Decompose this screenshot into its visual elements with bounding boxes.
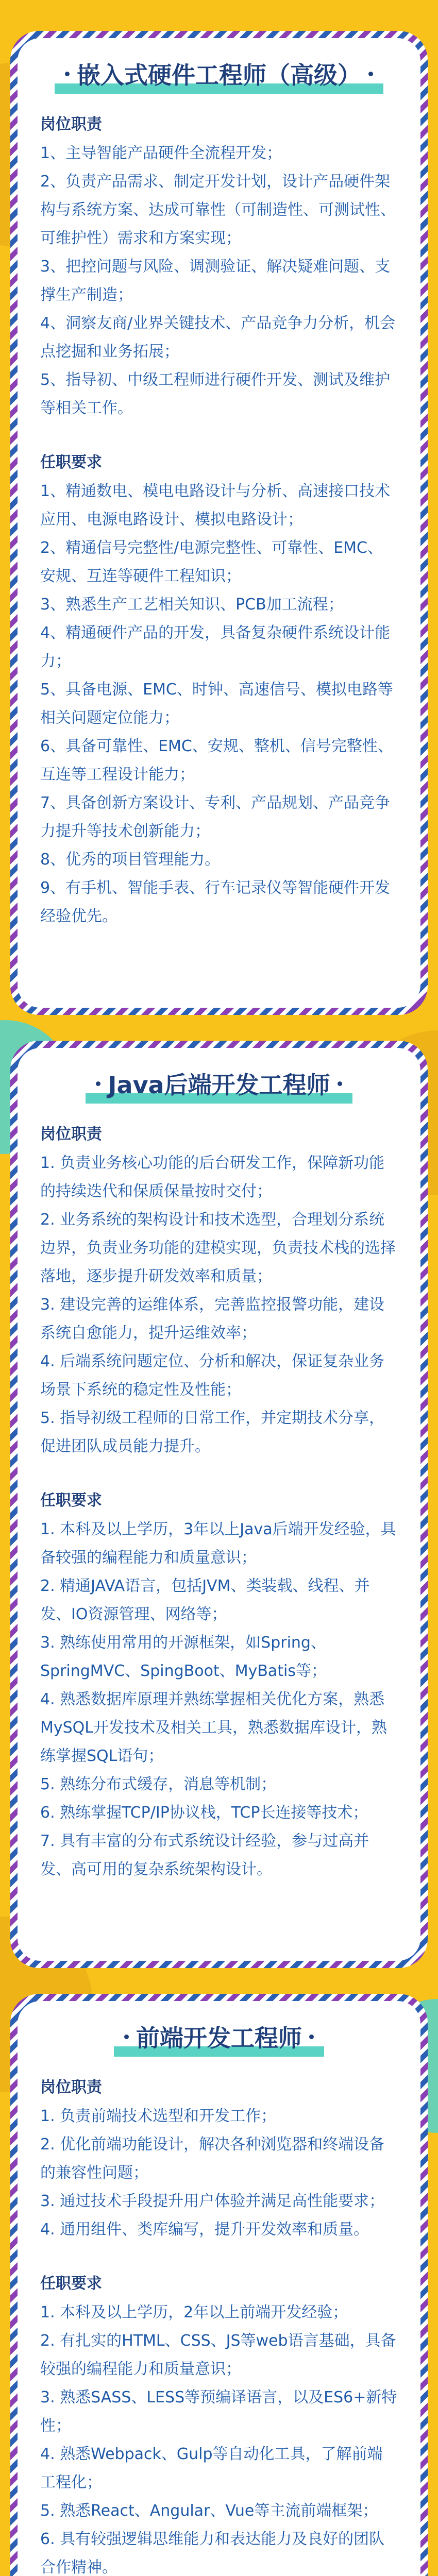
title-dot-icon <box>368 72 373 76</box>
requirement-item: 6、具备可靠性、EMC、安规、整机、信号完整性、互连等工程设计能力； <box>40 737 393 784</box>
duty-item: 2. 优化前端功能设计，解决各种浏览器和终端设备的兼容性问题； <box>40 2136 385 2182</box>
title-dot-icon <box>65 72 70 76</box>
requirement-item: 3. 熟悉SASS、LESS等预编译语言，以及ES6+新特性； <box>40 2388 397 2435</box>
duty-item: 5. 指导初级工程师的日常工作，并定期技术分享，促进团队成员能力提升。 <box>40 1409 385 1455</box>
requirement-item: 1. 本科及以上学历，2年以上前端开发经验； <box>40 2303 348 2321</box>
title-dot-icon <box>309 2035 314 2039</box>
requirement-item: 5. 熟悉React、Angular、Vue等主流前端框架； <box>40 2502 378 2520</box>
job-card-body <box>18 38 420 1008</box>
requirements-heading: 任职要求 <box>40 453 102 471</box>
duty-item: 1. 负责业务核心功能的后台研发工作，保障新功能的持续迭代和保质保量按时交付； <box>40 1154 385 1200</box>
requirement-item: 2、精通信号完整性/电源完整性、可靠性、EMC、安规、互连等硬件工程知识； <box>40 539 383 585</box>
requirement-item: 3、熟悉生产工艺相关知识、PCB加工流程； <box>40 596 344 614</box>
duty-item: 2. 业务系统的架构设计和技术选型，合理划分系统边界，负责业务功能的建模实现，负责技术栈的选择落地，逐步提升研发效率和质量； <box>40 1211 396 1285</box>
requirement-item: 9、有手机、智能手表、行车记录仪等智能硬件开发经验优先。 <box>40 879 391 925</box>
job-card-hardware <box>10 31 428 1015</box>
requirement-item: 3. 熟练使用常用的开源框架，如Spring、SpringMVC、SpingBoot、MyBatis等； <box>40 1634 327 1680</box>
requirement-item: 5、具备电源、EMC、时钟、高速信号、模拟电路等相关问题定位能力； <box>40 681 393 727</box>
requirement-item: 4. 熟悉数据库原理并熟练掌握相关优化方案，熟悉MySQL开发技术及相关工具，熟悉数据库设计，熟练掌握SQL语句； <box>40 1690 388 1765</box>
duties-heading: 岗位职责 <box>40 2078 102 2096</box>
requirement-item: 8、优秀的项目管理能力。 <box>40 851 221 869</box>
requirement-item: 4、精通硬件产品的开发，具备复杂硬件系统设计能力； <box>40 624 391 670</box>
requirement-item: 5. 熟练分布式缓存，消息等机制； <box>40 1775 277 1793</box>
requirement-item: 1. 本科及以上学历，3年以上Java后端开发经验，具备较强的编程能力和质量意识； <box>40 1520 396 1567</box>
duty-item: 3. 建设完善的运维体系，完善监控报警功能，建设系统自愈能力，提升运维效率； <box>40 1296 385 1342</box>
job-title <box>55 57 383 94</box>
job-title-text: 前端开发工程师 <box>136 2024 302 2052</box>
requirement-item: 7、具备创新方案设计、专利、产品规划、产品竞争力提升等技术创新能力； <box>40 794 391 840</box>
job-title <box>114 2020 324 2057</box>
requirement-item: 1、精通数电、模电电路设计与分析、高速接口技术应用、电源电路设计、模拟电路设计； <box>40 482 391 529</box>
job-card-body <box>18 2001 420 2576</box>
requirement-item: 2. 精通JAVA语言，包括JVM、类装载、线程、并发、IO资源管理、网络等； <box>40 1577 370 1623</box>
requirements-heading: 任职要求 <box>40 2275 102 2293</box>
requirement-item: 7. 具有丰富的分布式系统设计经验，参与过高并发、高可用的复杂系统架构设计。 <box>40 1832 369 1878</box>
duty-item: 1、主导智能产品硬件全流程开发； <box>40 144 282 162</box>
job-title-text: 嵌入式硬件工程师（高级） <box>77 61 361 89</box>
duty-item: 3、把控问题与风险、调测验证、解决疑难问题、支撑生产制造； <box>40 258 391 304</box>
job-card-body <box>18 1048 420 1961</box>
duty-item: 2、负责产品需求、制定开发计划，设计产品硬件架构与系统方案、达成可靠性（可制造性、可测试性、可维护性）需求和方案实现； <box>40 173 396 247</box>
title-dot-icon <box>124 2035 129 2039</box>
duties-heading: 岗位职责 <box>40 1125 102 1143</box>
requirement-item: 2. 有扎实的HTML、CSS、JS等web语言基础，具备较强的编程能力和质量意识； <box>40 2332 396 2378</box>
duties-heading: 岗位职责 <box>40 115 102 133</box>
duty-item: 4、洞察友商/业界关键技术、产品竞争力分析，机会点挖掘和业务拓展； <box>40 314 396 361</box>
duty-item: 4. 通用组件、类库编写，提升开发效率和质量。 <box>40 2221 369 2239</box>
job-card-java <box>10 1041 428 1968</box>
duty-item: 4. 后端系统问题定位、分析和解决，保证复杂业务场景下系统的稳定性及性能； <box>40 1352 385 1399</box>
title-dot-icon <box>338 1081 342 1086</box>
duty-item: 3. 通过技术手段提升用户体验并满足高性能要求； <box>40 2192 385 2210</box>
job-title <box>86 1066 352 1104</box>
requirement-item: 4. 熟悉Webpack、Gulp等自动化工具，了解前端工程化； <box>40 2445 383 2492</box>
duty-item: 5、指导初、中级工程师进行硬件开发、测试及维护等相关工作。 <box>40 371 391 417</box>
job-card-frontend <box>10 1994 428 2576</box>
requirement-item: 6. 熟练掌握TCP/IP协议栈，TCP长连接等技术； <box>40 1804 368 1822</box>
title-dot-icon <box>96 1081 100 1086</box>
requirements-heading: 任职要求 <box>40 1492 102 1510</box>
job-title-text: Java后端开发工程师 <box>108 1071 330 1099</box>
duty-item: 1. 负责前端技术选型和开发工作； <box>40 2107 277 2125</box>
requirement-item: 6. 具有较强逻辑思维能力和表达能力及良好的团队合作精神。 <box>40 2530 385 2576</box>
